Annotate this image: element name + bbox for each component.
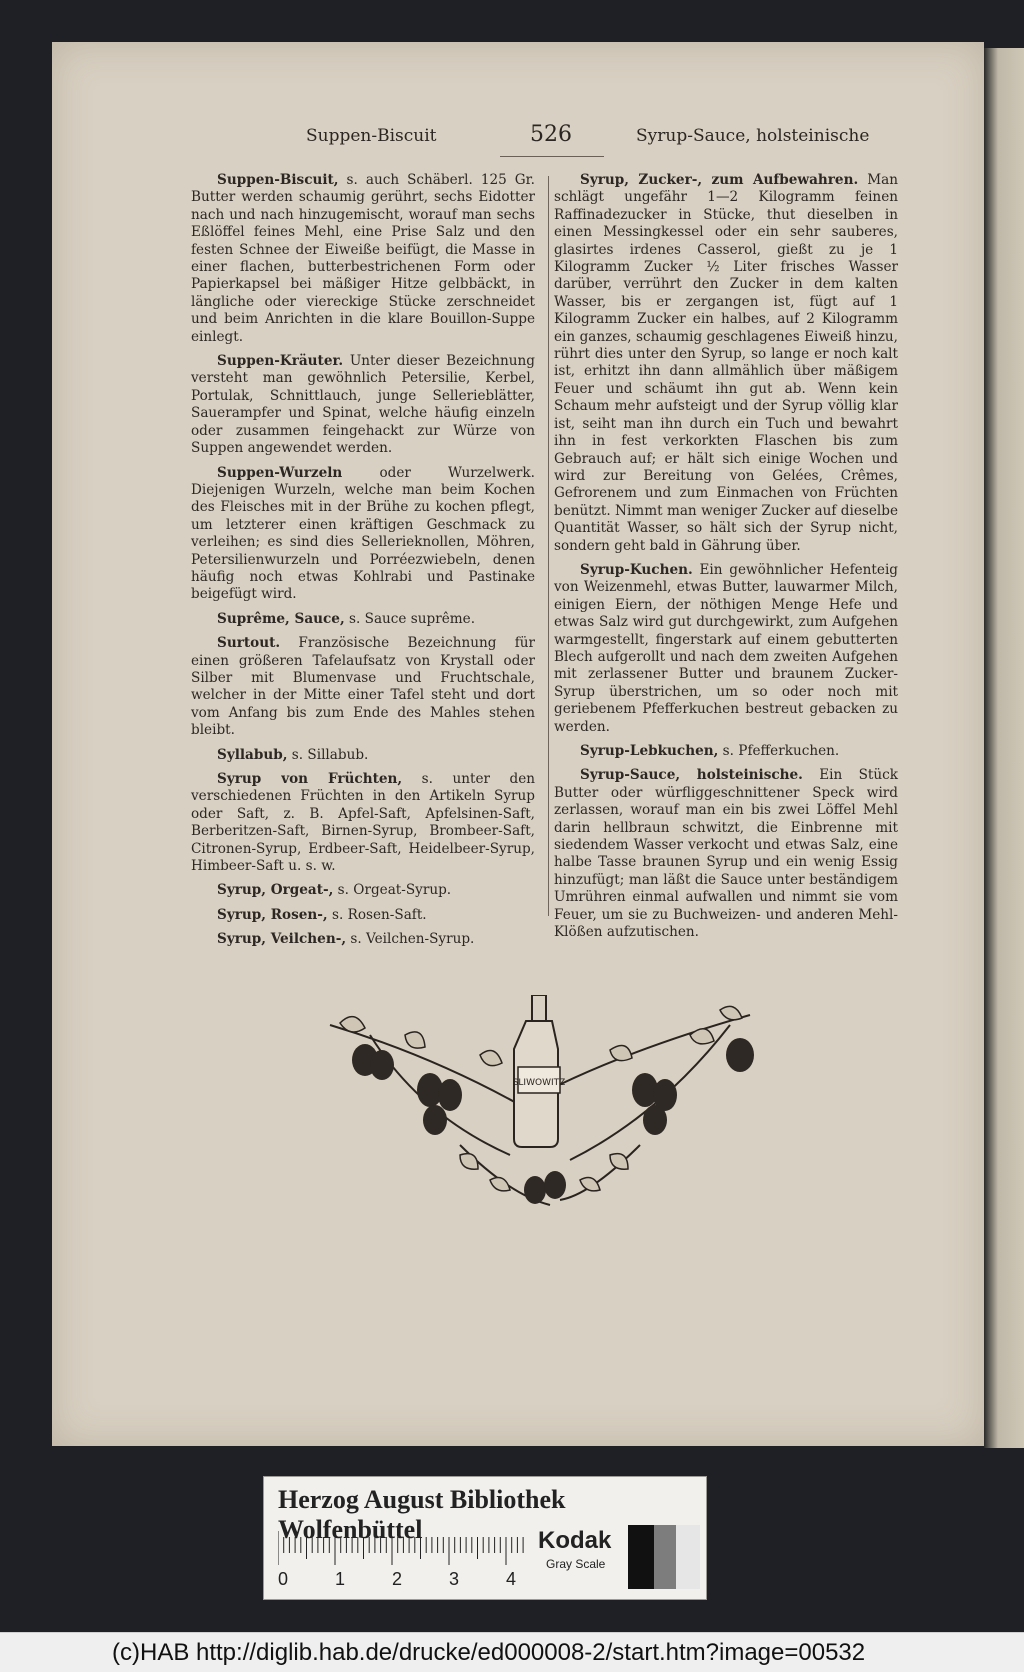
kodak-logo: Kodak [538, 1527, 612, 1554]
entry-text: s. Veilchen-Syrup. [346, 931, 475, 948]
bottle-label: SLIWOWITZ [512, 1078, 566, 1088]
gray-patch-black [628, 1525, 654, 1589]
dictionary-entry [191, 907, 535, 924]
column-divider [548, 176, 549, 916]
footer-text: (c)HAB http://diglib.hab.de/drucke/ed000008-2/start.htm?image=00532 [112, 1639, 866, 1666]
entry-text: s. Pfefferkuchen. [718, 743, 840, 759]
entry-term: Surtout. [217, 635, 281, 652]
book-spine [984, 48, 1024, 1448]
ruler-number: 3 [449, 1569, 460, 1589]
dictionary-entry [191, 611, 535, 628]
dictionary-entry [554, 743, 898, 760]
header-rule [500, 156, 604, 157]
page-number: 526 [530, 122, 572, 147]
scale-ruler [278, 1529, 528, 1591]
dictionary-entry [191, 771, 535, 875]
entry-term: Syrup, Veilchen-, [217, 931, 347, 948]
entry-term: Syrup-Sauce, holsteinische. [580, 767, 803, 784]
entry-text: s. Sauce suprême. [344, 610, 476, 627]
kodak-subtitle: Gray Scale [546, 1557, 606, 1571]
entry-term: Syrup von Früchten, [217, 771, 403, 787]
entry-text: Man schlägt ungefähr 1—2 Kilogramm feinen Raffinadezucker in Stücke, thut dieselben in einen Messingkessel oder ein sehr sauberes, glasirtes irdenes Casserol, gießt zu je 1 Kilogramm Zucker ½ Liter frisches Wasser darüber, verrührt den Zucker in dem kalten Wasser, bis er zergangen ist, fügt auf 1 Kilogramm Zucker ein halbes, auf 2 Kilogramm ein ganzes, schaumig geschlagenes Eiweiß hinzu, rührt dies unter den Syrup, so lange er noch kalt ist, erhitzt ihn dann allmählich über mäßigem Feuer und schäumt ihn gut ab. Wenn kein Schaum mehr aufsteigt und der Syrup völlig klar ist, seiht man ihn durch ein Tuch und bewahrt ihn in fest verkorkten Flaschen bis zum Gebrauch auf; er hält sich einige Wochen und wird zur Bereitung von Gelées, Crêmes, Gefrorenem und zum Einmachen von Früchten benützt. Nimmt man weniger Zucker auf dieselbe Quantität Wasser, so hält sich der Syrup nicht, sondern geht bald in Gährung über. [554, 172, 898, 554]
entry-text: s. Sillabub. [287, 746, 369, 763]
running-head-right: Syrup-Sauce, holsteinische [636, 126, 870, 146]
entry-term: Syrup, Rosen-, [217, 906, 328, 923]
entry-text: s. Orgeat-Syrup. [333, 882, 452, 899]
left-column [191, 172, 535, 956]
library-label-card [263, 1476, 707, 1600]
entry-term: Syrup, Orgeat-, [217, 882, 334, 899]
dictionary-entry [554, 172, 898, 555]
entry-text: Ein gewöhnlicher Hefenteig von Weizenmehl, etwas Butter, lauwarmer Milch, einigen Eiern, der nöthigen Menge Hefe und etwas Salz wird gut durchgewirkt, zum Aufgehen warmgestellt, fingerstark auf einem gebutterten Blech aufgerollt und nach dem zweiten Aufgehen mit zerlassener Butter und braunem Zucker-Syrup überstrichen, um so oder noch mit geriebenem Pfefferkuchen bestreut gebacken zu werden. [554, 561, 898, 735]
entry-term: Syrup-Lebkuchen, [580, 743, 719, 759]
ruler-number: 2 [392, 1569, 403, 1589]
library-name: Herzog August Bibliothek Wolfenbüttel [278, 1485, 566, 1544]
ruler-number: 4 [506, 1569, 517, 1589]
ruler-number: 0 [278, 1569, 289, 1589]
dictionary-entry [554, 767, 898, 941]
entry-text: s. unter den verschiedenen Früchten in den Artikeln Syrup oder Saft, z. B. Apfel-Saft, Apfelsinen-Saft, Berberitzen-Saft, Birnen-Syrup, Brombeer-Saft, Citronen-Syrup, Erdbeer-Saft, Heidelbeer-Syrup, Himbeer-Saft u. s. w. [191, 771, 535, 875]
dictionary-entry [191, 465, 535, 604]
right-column [554, 172, 898, 948]
entry-text: Französische Bezeichnung für einen größeren Tafelaufsatz von Krystall oder Silber mit Blumenvase und Fruchtschale, welcher in der Mitte einer Tafel steht und dort vom Anfang bis zum Ende des Mahles stehen bleibt. [191, 635, 535, 739]
copyright-footer [0, 1632, 1024, 1672]
running-head-left: Suppen-Biscuit [306, 126, 437, 146]
entry-term: Suppen-Biscuit, [217, 172, 339, 188]
entry-term: Suppen-Kräuter. [217, 353, 344, 370]
entry-text: oder Wurzelwerk. Diejenigen Wurzeln, welche man beim Kochen des Fleisches mit in der Brühe zu kochen pflegt, um letzterer einen kräftigen Geschmack zu verleihen; es sind dies Sellerieknollen, Möhren, Petersilienwurzeln und Porréezwiebeln, denen häufig noch etwas Kohlrabi und Pastinake beigefügt wird. [191, 464, 535, 603]
entry-text: s. auch Schäberl. 125 Gr. Butter werden schaumig gerührt, sechs Eidotter nach und nach hinzugemischt, worauf man sechs Eßlöffel feines Mehl, eine Prise Salz und den festen Schnee der Eiweiße beifügt, die Masse in einer flachen, butterbestrichenen Form oder Papierkapsel bei mäßiger Hitze gelbbäckt, in längliche oder viereckige Stücke zerschneidet und beim Anrichten in die klare Bouillon-Suppe einlegt. [191, 172, 535, 345]
gray-patch-mid [654, 1525, 676, 1589]
dictionary-entry [191, 635, 535, 739]
entry-term: Suppen-Wurzeln [217, 464, 343, 481]
entry-text: s. Rosen-Saft. [327, 906, 427, 923]
entry-term: Syrup-Kuchen. [580, 561, 693, 578]
dictionary-entry [191, 172, 535, 346]
dictionary-entry [191, 931, 535, 948]
dictionary-entry [191, 882, 535, 899]
dictionary-entry [191, 747, 535, 764]
plum-bottle-illustration [310, 995, 780, 1215]
gray-patch-light [676, 1525, 700, 1589]
dictionary-entry [554, 562, 898, 736]
entry-text: Unter dieser Bezeichnung versteht man gewöhnlich Petersilie, Kerbel, Portulak, Schnittlauch, junge Sellerieblätter, Sauerampfer und Spinat, welche häufig einzeln oder zusammen feingehackt zur Würze von Suppen angewendet werden. [191, 353, 535, 457]
entry-term: Suprême, Sauce, [217, 610, 345, 627]
entry-term: Syrup, Zucker-, zum Aufbewahren. [580, 172, 859, 188]
dictionary-entry [191, 353, 535, 457]
ruler-number: 1 [335, 1569, 346, 1589]
entry-term: Syllabub, [217, 746, 288, 763]
entry-text: Ein Stück Butter oder würfliggeschnittener Speck wird zerlassen, worauf man ein bis zwei Löffel Mehl darin hellbraun schwitzt, die Einbrenne mit siedendem Wasser verkocht und etwas Salz, eine halbe Tasse braunen Syrup und ein wenig Essig hinzufügt; man läßt die Sauce unter beständigem Umrühren einmal aufwallen und nimmt sie vom Feuer, um sie zu Buchweizen- und anderen Mehl-Klößen aufzutischen. [554, 767, 898, 941]
